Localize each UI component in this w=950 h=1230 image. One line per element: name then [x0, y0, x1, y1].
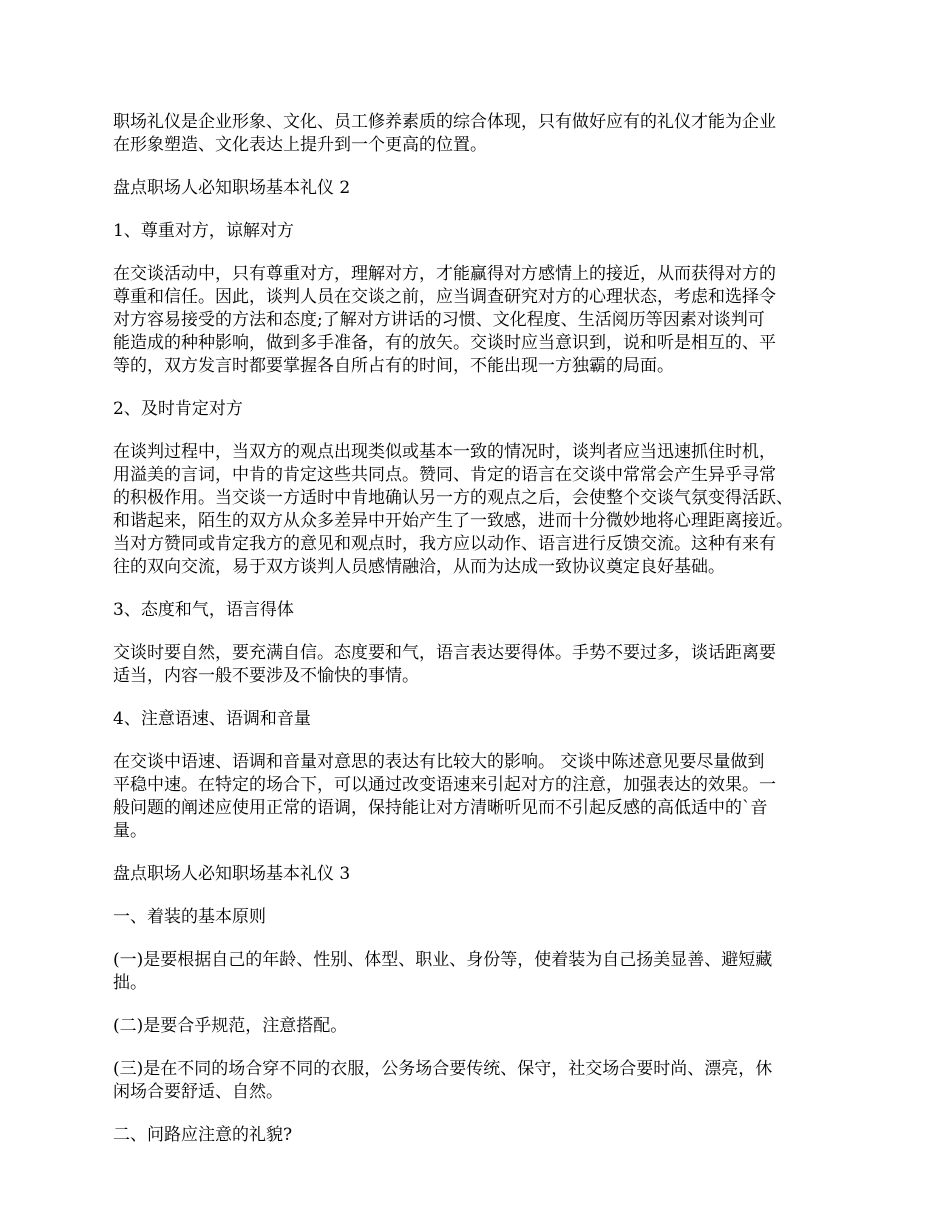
text-line: 当对方赞同或肯定我方的意见和观点时，我方应以动作、语言进行反馈交流。这种有来有 [113, 534, 776, 554]
heading-text: 4、注意语速、语调和音量 [113, 709, 311, 729]
respect-paragraph [113, 263, 850, 378]
dress-point-2 [113, 1015, 850, 1038]
text-line: 拙。 [113, 973, 147, 993]
text-line: 用溢美的言词，中肯的肯定这些共同点。赞同、肯定的语言在交谈中常常会产生异乎寻常 [113, 465, 776, 485]
subheading-affirm [113, 398, 850, 421]
subheading-asking-directions [113, 1124, 850, 1147]
subheading-dress [113, 906, 850, 929]
text-line: 尊重和信任。因此，谈判人员在交谈之前，应当调查研究对方的心理状态，考虑和选择令 [113, 287, 776, 307]
text-line: 和谐起来，陌生的双方从众多差异中开始产生了一致感，进而十分微妙地将心理距离接近。 [113, 511, 793, 531]
subheading-respect [113, 220, 850, 243]
heading-text: 盘点职场人必知职场基本礼仪 2 [113, 178, 351, 198]
text-line: 在谈判过程中，当双方的观点出现类似或基本一致的情况时，谈判者应当迅速抓住时机， [113, 442, 776, 462]
attitude-paragraph [113, 642, 850, 688]
subheading-attitude [113, 599, 850, 622]
text-line: 的积极作用。当交谈一方适时中肯地确认另一方的观点之后，会使整个交谈气氛变得活跃、 [113, 488, 793, 508]
text-line: (二)是要合乎规范，注意搭配。 [113, 1016, 348, 1036]
text-line: 般问题的阐述应使用正常的语调，保持能让对方清晰听见而不引起反感的高低适中的`音 [113, 798, 768, 818]
text-line: 在交谈中语速、语调和音量对意思的表达有比较大的影响。 交谈中陈述意见要尽量做到 [113, 752, 765, 772]
text-line: 对方容易接受的方法和态度;了解对方讲话的习惯、文化程度、生活阅历等因素对谈判可 [113, 310, 765, 330]
text-line: 在形象塑造、文化表达上提升到一个更高的位置。 [113, 135, 487, 155]
heading-text: 盘点职场人必知职场基本礼仪 3 [113, 864, 351, 884]
text-line: 等的，双方发言时都要掌握各自所占有的时间，不能出现一方独霸的局面。 [113, 356, 674, 376]
affirm-paragraph [113, 441, 850, 579]
text-line: (三)是在不同的场合穿不同的衣服，公务场合要传统、保守，社交场合要时尚、漂亮，休 [113, 1059, 773, 1079]
intro-paragraph [113, 111, 850, 157]
text-line: 平稳中速。在特定的场合下，可以通过改变语速来引起对方的注意，加强表达的效果。一 [113, 775, 776, 795]
text-line: 闲场合要舒适、自然。 [113, 1082, 283, 1102]
section-heading-part-2 [113, 177, 850, 200]
text-line: 适当，内容一般不要涉及不愉快的事情。 [113, 666, 419, 686]
heading-text: 二、问路应注意的礼貌? [113, 1125, 293, 1145]
dress-point-3 [113, 1058, 850, 1104]
text-line: 能造成的种种影响，做到多手准备，有的放矢。交谈时应当意识到，说和听是相互的、平 [113, 333, 776, 353]
dress-point-1 [113, 949, 850, 995]
text-line: 往的双向交流，易于双方谈判人员感情融洽，从而为达成一致协议奠定良好基础。 [113, 557, 725, 577]
text-line: (一)是要根据自己的年龄、性别、体型、职业、身份等，使着装为自己扬美显善、避短藏 [113, 950, 773, 970]
heading-text: 2、及时肯定对方 [113, 399, 243, 419]
speech-paragraph [113, 751, 850, 843]
text-line: 职场礼仪是企业形象、文化、员工修养素质的综合体现，只有做好应有的礼仪才能为企业 [113, 112, 776, 132]
text-line: 在交谈活动中，只有尊重对方，理解对方，才能赢得对方感情上的接近，从而获得对方的 [113, 264, 776, 284]
subheading-speech [113, 708, 850, 731]
heading-text: 1、尊重对方，谅解对方 [113, 221, 294, 241]
section-heading-part-3 [113, 863, 850, 886]
text-line: 量。 [113, 821, 147, 841]
heading-text: 3、态度和气，语言得体 [113, 600, 294, 620]
text-line: 交谈时要自然，要充满自信。态度要和气，语言表达要得体。手势不要过多，谈话距离要 [113, 643, 776, 663]
heading-text: 一、着装的基本原则 [113, 907, 266, 927]
